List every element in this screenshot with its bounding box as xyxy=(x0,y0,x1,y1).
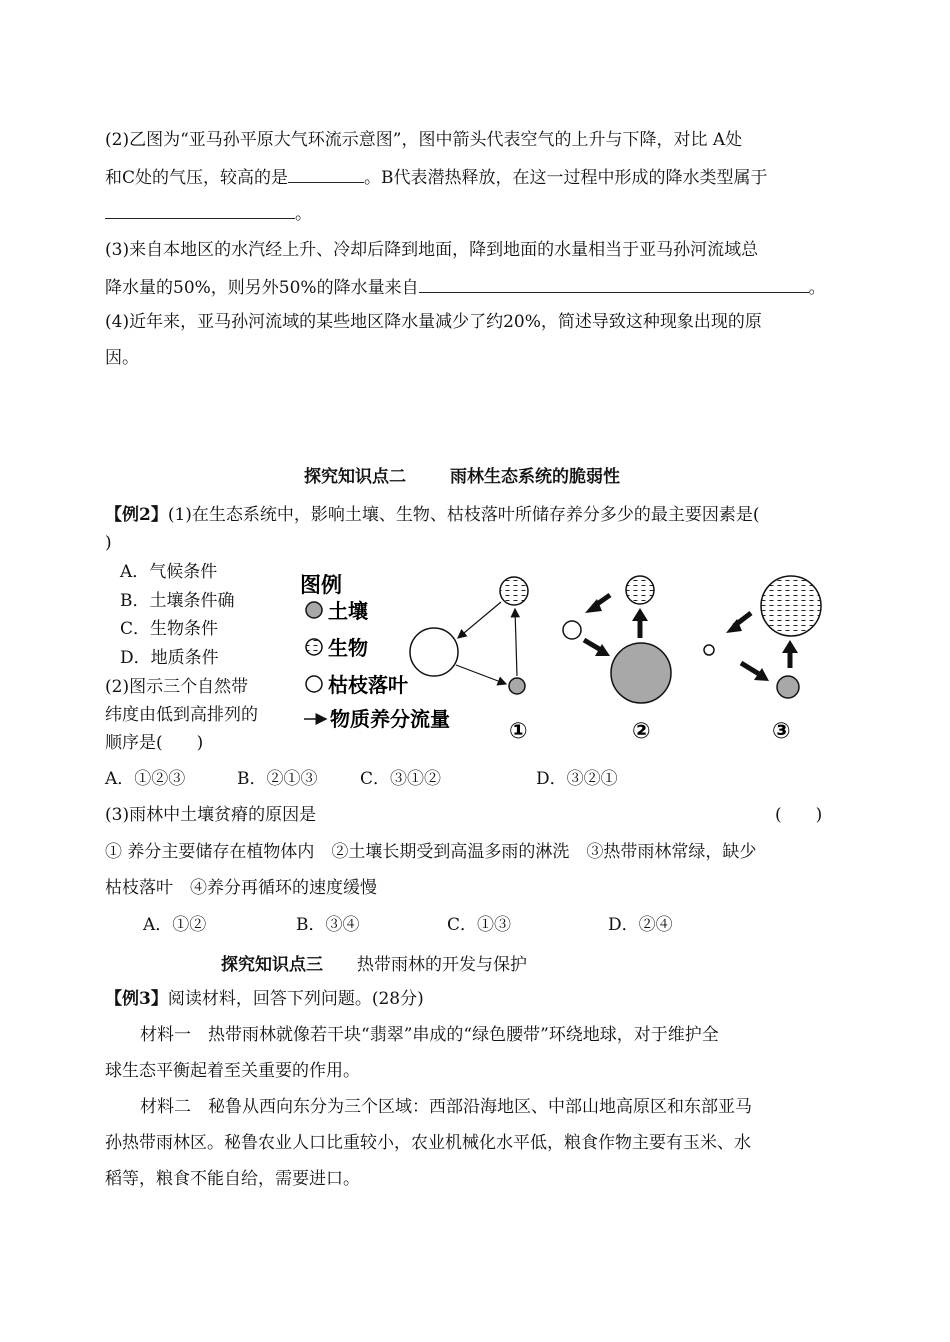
example-2-q1-line-2: ) xyxy=(105,533,112,553)
q4-line-1: (4)近年来，亚马孙河流域的某些地区降水量减少了约20%，简述导致这种现象出现的原 xyxy=(105,312,762,332)
bio-circle-1 xyxy=(500,577,528,605)
soil-circle-3 xyxy=(777,676,799,698)
material-2-line-3: 稻等，粮食不能自给，需要进口。 xyxy=(105,1169,360,1189)
section-2-title-b: 雨林生态系统的脆弱性 xyxy=(450,467,620,487)
legend-bio-icon xyxy=(306,639,322,655)
example-2-q3-items-2: 枯枝落叶 ④养分再循环的速度缓慢 xyxy=(105,878,377,898)
option-3c[interactable]: C．①③ xyxy=(447,915,512,935)
example-2-q3-items-1: ① 养分主要储存在植物体内 ②土壤长期受到高温多雨的淋洗 ③热带雨林常绿，缺少 xyxy=(105,842,757,862)
option-2b[interactable]: B．②①③ xyxy=(237,769,318,789)
flow-arrow-1b xyxy=(456,665,506,684)
option-2c[interactable]: C．③①② xyxy=(360,769,442,789)
q2-line-2 xyxy=(105,164,768,190)
diagram-label-2: ② xyxy=(632,719,651,744)
answer-blank-source[interactable] xyxy=(419,274,809,293)
flow-arrow-2c xyxy=(632,608,648,621)
option-3d[interactable]: D．②④ xyxy=(608,915,673,935)
flow-arrow-3c xyxy=(782,640,798,653)
material-2-line-2: 孙热带雨林区。秘鲁农业人口比重较小，农业机械化水平低，粮食作物主要有玉米、水 xyxy=(105,1133,751,1153)
legend-soil-label: 土壤 xyxy=(328,599,368,623)
legend-title: 图例 xyxy=(300,573,342,597)
diagram-label-1: ① xyxy=(509,719,528,744)
q3-line-2 xyxy=(105,274,826,300)
q3-line-1: (3)来自本地区的水汽经上升、冷却后降到地面，降到地面的水量相当于亚马孙河流域总 xyxy=(105,240,759,260)
legend-soil-icon xyxy=(306,602,322,618)
option-1d[interactable]: D．地质条件 xyxy=(120,648,219,668)
section-3-title-a: 探究知识点三 xyxy=(221,955,323,975)
soil-circle-1 xyxy=(509,678,525,694)
section-3-title-b: 热带雨林的开发与保护 xyxy=(357,955,527,975)
diagram-3 xyxy=(704,576,821,744)
bio-circle-2 xyxy=(626,576,654,604)
q2-text-b: 。B代表潜热释放，在这一过程中形成的降水类型属于 xyxy=(364,168,768,188)
q2-text-a: 和C处的气压，较高的是 xyxy=(105,168,289,188)
section-2-title xyxy=(304,462,620,487)
section-2-title-a: 探究知识点二 xyxy=(304,467,406,487)
option-1b[interactable]: B．土壤条件确 xyxy=(120,591,235,611)
example-2-q2-line-2: 纬度由低到高排列的 xyxy=(105,705,258,725)
q3-text-a: 降水量的50%，则另外50%的降水量来自 xyxy=(105,278,419,298)
soil-circle-2 xyxy=(611,643,671,703)
example-2-q2-line-3: 顺序是( ) xyxy=(105,733,204,753)
section-3-title xyxy=(221,953,527,977)
option-1a[interactable]: A．气候条件 xyxy=(120,562,218,582)
example-3-intro-text: 阅读材料，回答下列问题。(28分) xyxy=(167,989,424,1009)
q3-line-2-end: 。 xyxy=(808,278,826,298)
litter-circle-3 xyxy=(704,645,714,655)
legend-litter-label: 枯枝落叶 xyxy=(328,673,408,697)
example-2-q1 xyxy=(105,503,760,527)
answer-blank-precip-type[interactable] xyxy=(105,200,295,219)
example-2-q3-paren[interactable]: ( ) xyxy=(775,805,823,825)
litter-circle-2 xyxy=(563,621,581,639)
legend-flow-label: 物质养分流量 xyxy=(330,707,450,731)
option-1c[interactable]: C．生物条件 xyxy=(120,619,219,639)
example-2-label: 【例2】 xyxy=(105,505,168,525)
q4-line-2: 因。 xyxy=(105,348,139,368)
example-2-q2-line-1: (2)图示三个自然带 xyxy=(105,677,249,697)
q2-line-1: (2)乙图为“亚马孙平原大气环流示意图”，图中箭头代表空气的上升与下降，对比 A处 xyxy=(105,130,743,150)
diagram-2 xyxy=(563,576,671,744)
q2-line-3 xyxy=(105,200,312,226)
material-2-line-1: 材料二 秘鲁从西向东分为三个区域：西部沿海地区、中部山地高原区和东部亚马 xyxy=(140,1097,752,1117)
example-2-q3: (3)雨林中土壤贫瘠的原因是 xyxy=(105,805,317,825)
flow-arrow-1a xyxy=(458,602,501,638)
option-2d[interactable]: D．③②① xyxy=(536,769,618,789)
option-3b[interactable]: B．③④ xyxy=(296,915,360,935)
diagram-label-3: ③ xyxy=(772,719,791,744)
example-3-intro xyxy=(105,987,424,1011)
example-3-label: 【例3】 xyxy=(105,989,168,1009)
flow-arrow-1c xyxy=(515,609,517,676)
material-1-line-1: 材料一 热带雨林就像若干块“翡翠”串成的“绿色腰带”环绕地球，对于维护全 xyxy=(140,1025,719,1045)
legend-litter-icon xyxy=(306,676,322,692)
example-2-q1-text: (1)在生态系统中，影响土壤、生物、枯枝落叶所储存养分多少的最主要因素是( xyxy=(167,505,760,525)
answer-blank-pressure[interactable] xyxy=(288,164,364,183)
legend-bio-label: 生物 xyxy=(328,636,368,660)
option-2a[interactable]: A．①②③ xyxy=(105,769,186,789)
bio-circle-3 xyxy=(761,576,821,636)
material-1-line-2: 球生态平衡起着至关重要的作用。 xyxy=(105,1061,360,1081)
litter-circle-1 xyxy=(410,628,458,676)
q2-line-3-end: 。 xyxy=(295,204,312,224)
ecosystem-nutrient-diagram xyxy=(296,568,836,750)
option-3a[interactable]: A．①② xyxy=(143,915,207,935)
